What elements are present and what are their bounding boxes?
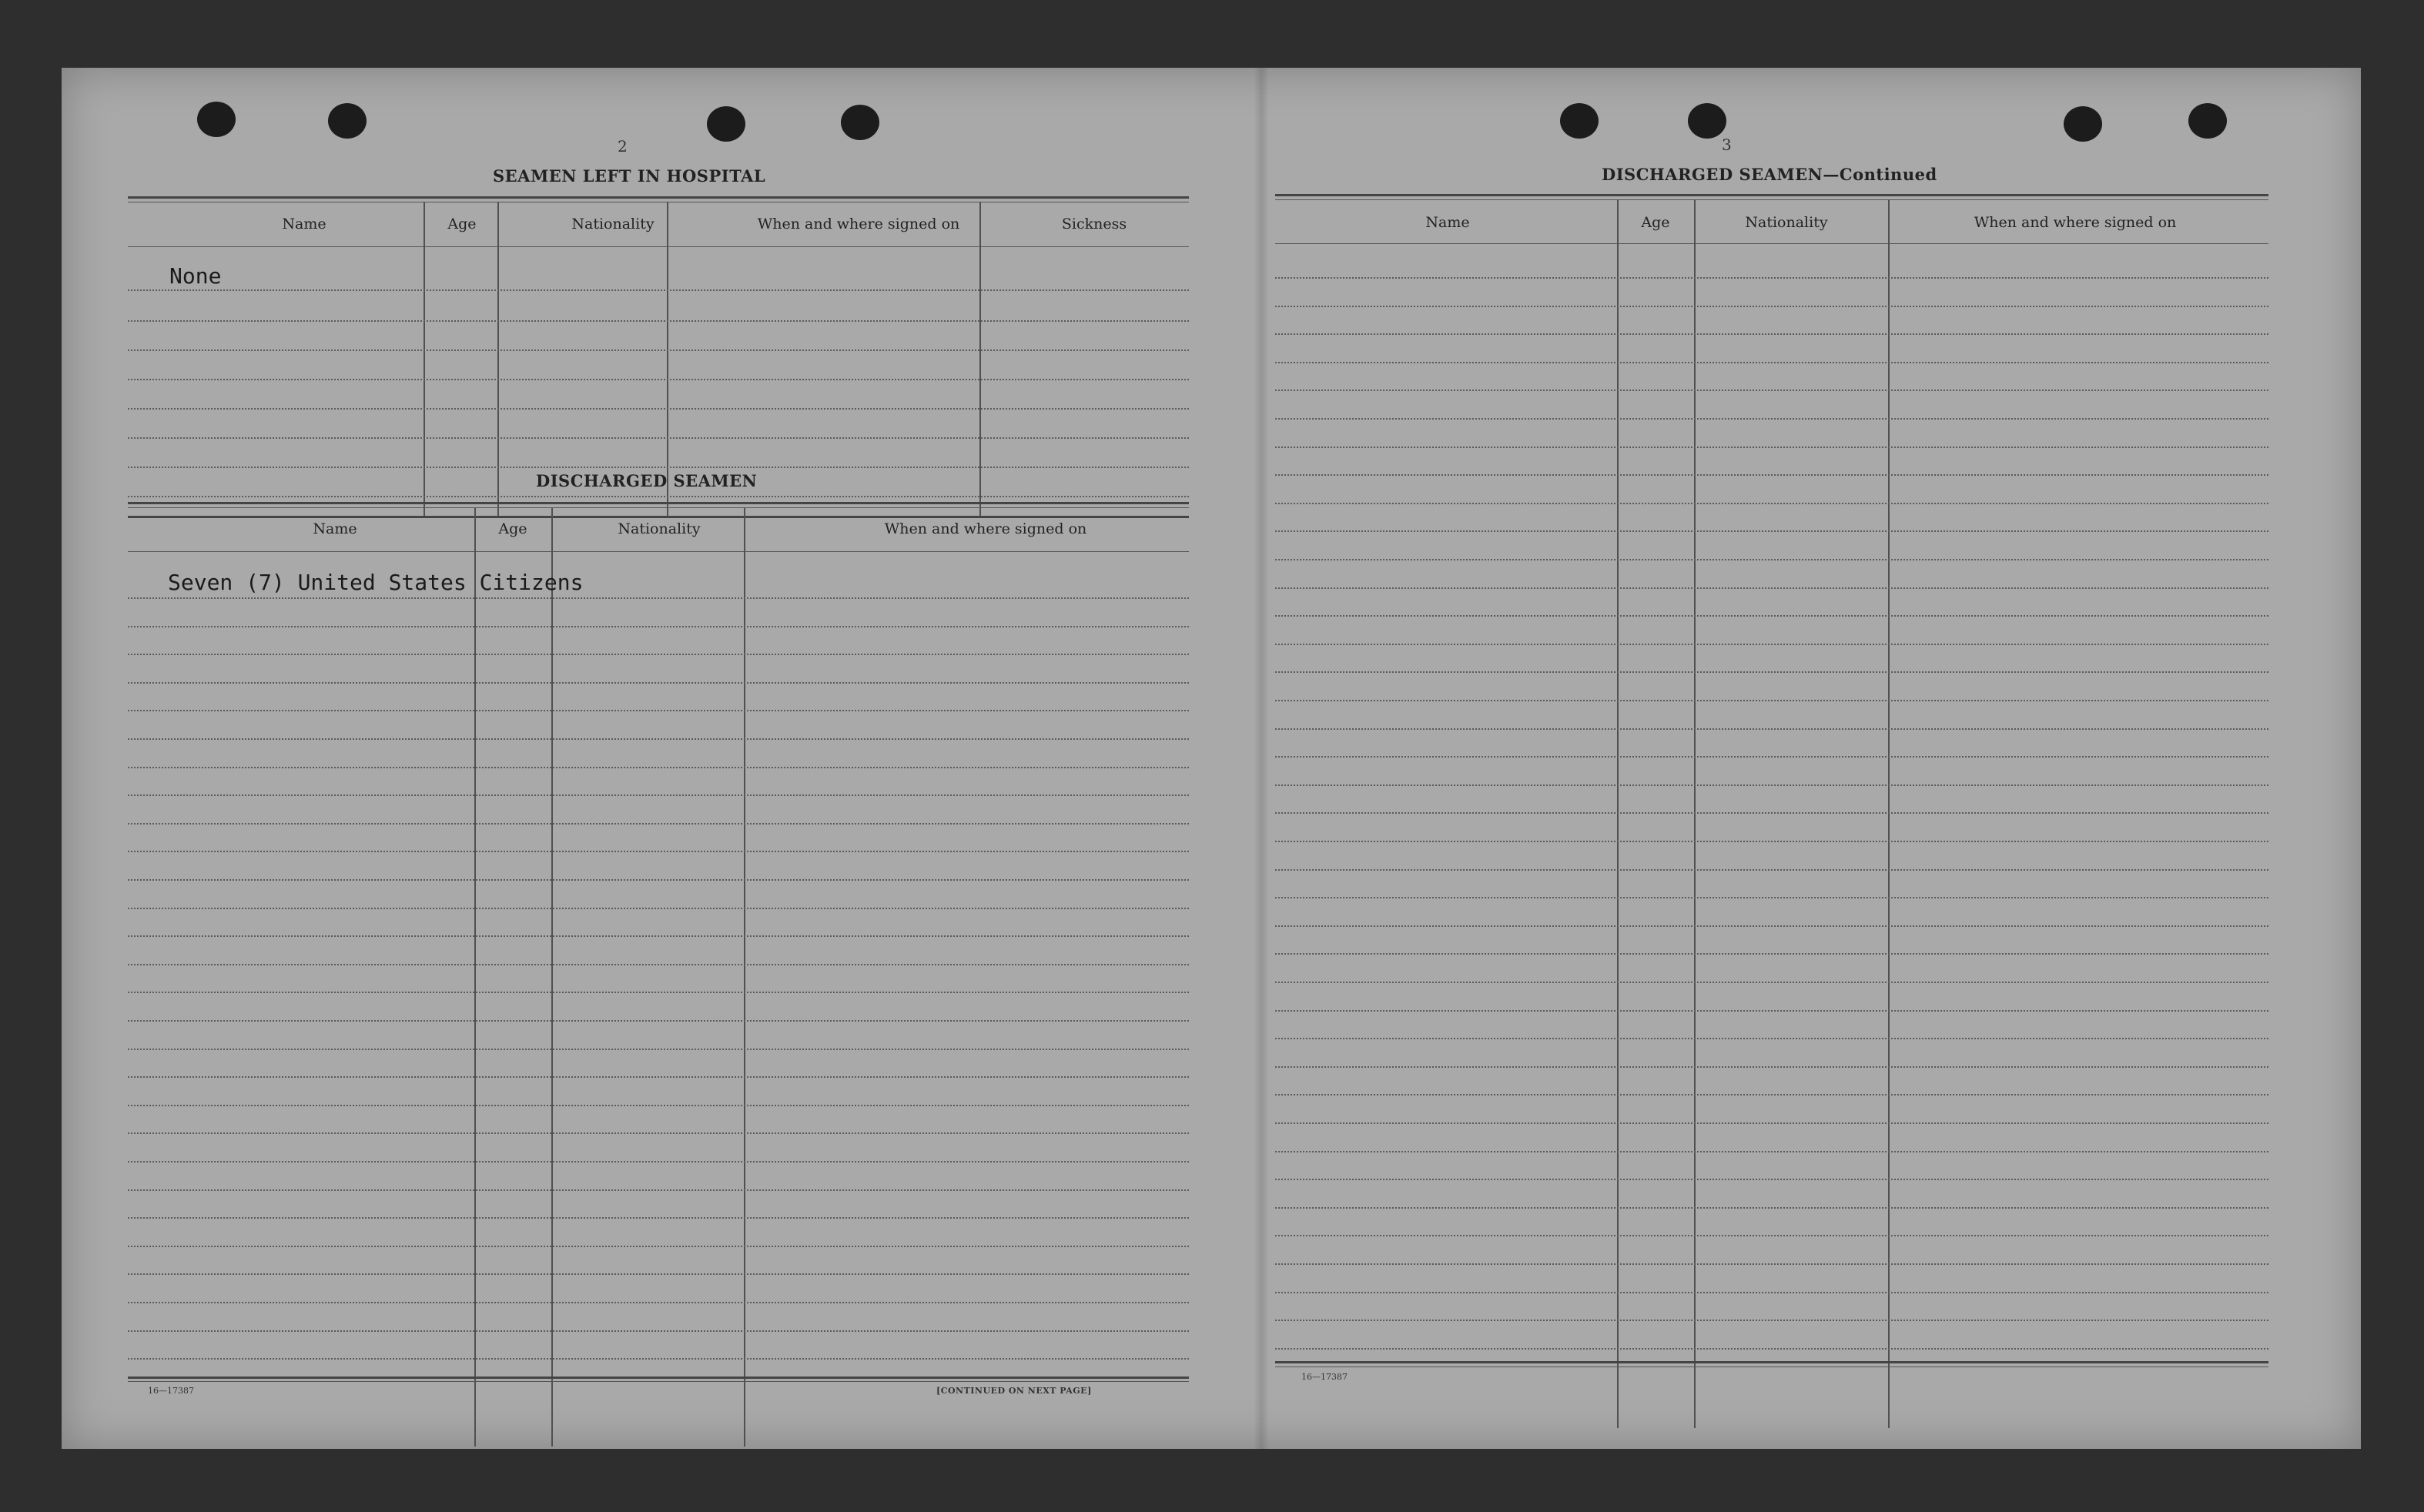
- col-divider: [474, 507, 476, 1447]
- col-divider: [551, 507, 553, 1447]
- row-line: [128, 823, 1189, 825]
- hospital-col-signed-on: When and where signed on: [757, 216, 960, 232]
- row-line: [1275, 559, 2268, 560]
- row-line: [128, 289, 1189, 291]
- discharged-entry: Seven (7) United States Citizens: [168, 570, 584, 595]
- row-line: [128, 1161, 1189, 1162]
- hospital-entry: None: [169, 263, 222, 289]
- discharged-continued-suffix: —Continued: [1823, 165, 1937, 184]
- hospital-col-nationality: Nationality: [571, 216, 655, 232]
- row-line: [1275, 841, 2268, 842]
- row-line: [1275, 418, 2268, 420]
- punch-hole: [1560, 103, 1599, 139]
- row-line: [1275, 982, 2268, 983]
- row-line: [1275, 897, 2268, 898]
- row-line: [128, 1330, 1189, 1332]
- row-line: [1275, 1038, 2268, 1039]
- row-line: [1275, 1235, 2268, 1236]
- row-line: [128, 738, 1189, 740]
- rule: [128, 507, 1189, 508]
- punch-hole: [707, 106, 745, 142]
- row-line: [1275, 1151, 2268, 1152]
- row-line: [128, 1246, 1189, 1247]
- rule: [128, 516, 1189, 518]
- col-divider: [744, 507, 745, 1447]
- discharged-col-nationality: Nationality: [618, 520, 701, 537]
- row-line: [128, 1273, 1189, 1275]
- row-line: [128, 908, 1189, 909]
- row-line: [128, 350, 1189, 351]
- row-line: [1275, 1122, 2268, 1124]
- hospital-section-title: SEAMEN LEFT IN HOSPITAL: [493, 166, 766, 186]
- row-line: [128, 1020, 1189, 1022]
- row-line: [1275, 390, 2268, 391]
- discharged-section-title: DISCHARGED SEAMEN: [536, 471, 758, 490]
- row-line: [1275, 306, 2268, 307]
- punch-hole: [2188, 103, 2227, 139]
- page-number-right: 3: [1722, 135, 1732, 154]
- row-line: [128, 1302, 1189, 1303]
- row-line: [128, 467, 1189, 468]
- row-line: [1275, 869, 2268, 871]
- right-col-age: Age: [1641, 214, 1670, 231]
- row-line: [1275, 587, 2268, 589]
- continued-note: [CONTINUED ON NEXT PAGE]: [936, 1386, 1092, 1396]
- row-line: [128, 1358, 1189, 1360]
- row-line: [128, 1132, 1189, 1134]
- row-line: [1275, 362, 2268, 363]
- row-line: [128, 626, 1189, 627]
- form-number-left: 16—17387: [148, 1386, 194, 1396]
- row-line: [128, 935, 1189, 937]
- row-line: [1275, 1010, 2268, 1012]
- row-line: [128, 597, 1189, 599]
- row-line: [1275, 1179, 2268, 1180]
- row-line: [128, 1076, 1189, 1078]
- rule: [1275, 243, 2268, 244]
- right-col-nationality: Nationality: [1745, 214, 1828, 231]
- row-line: [1275, 812, 2268, 814]
- row-line: [128, 992, 1189, 993]
- discharged-continued-main: DISCHARGED SEAMEN: [1602, 165, 1823, 184]
- row-line: [1275, 644, 2268, 645]
- rule: [128, 246, 1189, 247]
- rule: [128, 502, 1189, 504]
- row-line: [1275, 474, 2268, 476]
- row-line: [128, 437, 1189, 439]
- row-line: [128, 654, 1189, 655]
- hospital-col-age: Age: [447, 216, 477, 232]
- row-line: [1275, 953, 2268, 955]
- center-fold: [1254, 68, 1269, 1449]
- row-line: [1275, 1348, 2268, 1350]
- col-divider: [424, 202, 425, 516]
- row-line: [1275, 1207, 2268, 1209]
- punch-hole: [197, 102, 236, 137]
- punch-hole: [841, 105, 879, 140]
- rule: [1275, 199, 2268, 200]
- row-line: [1275, 615, 2268, 617]
- row-line: [128, 1049, 1189, 1050]
- discharged-col-age: Age: [498, 520, 527, 537]
- row-line: [1275, 784, 2268, 786]
- row-line: [1275, 1320, 2268, 1321]
- row-line: [1275, 700, 2268, 701]
- rule: [128, 1381, 1189, 1382]
- row-line: [1275, 756, 2268, 758]
- row-line: [1275, 1292, 2268, 1293]
- row-line: [1275, 447, 2268, 448]
- row-line: [128, 851, 1189, 852]
- punch-hole: [2064, 106, 2102, 142]
- row-line: [1275, 925, 2268, 927]
- row-line: [128, 496, 1189, 497]
- row-line: [128, 1217, 1189, 1219]
- row-line: [1275, 530, 2268, 532]
- hospital-col-name: Name: [282, 216, 326, 232]
- row-line: [128, 794, 1189, 796]
- row-line: [128, 408, 1189, 410]
- row-line: [128, 1189, 1189, 1191]
- right-col-name: Name: [1425, 214, 1470, 231]
- row-line: [128, 379, 1189, 380]
- row-line: [1275, 728, 2268, 730]
- row-line: [1275, 503, 2268, 504]
- rule: [1275, 194, 2268, 196]
- hospital-col-sickness: Sickness: [1061, 216, 1127, 232]
- row-line: [128, 1105, 1189, 1106]
- row-line: [1275, 671, 2268, 673]
- row-line: [128, 879, 1189, 881]
- punch-hole: [328, 103, 367, 139]
- page-number-left: 2: [618, 137, 628, 156]
- rule: [1275, 1366, 2268, 1367]
- row-line: [128, 964, 1189, 965]
- row-line: [128, 682, 1189, 684]
- rule: [128, 1377, 1189, 1379]
- discharged-col-name: Name: [313, 520, 357, 537]
- row-line: [128, 710, 1189, 711]
- punch-hole: [1688, 103, 1726, 139]
- row-line: [128, 320, 1189, 322]
- right-col-signed-on: When and where signed on: [1974, 214, 2177, 231]
- rule: [128, 551, 1189, 552]
- row-line: [1275, 333, 2268, 335]
- row-line: [1275, 1066, 2268, 1068]
- row-line: [1275, 277, 2268, 279]
- row-line: [1275, 1094, 2268, 1096]
- row-line: [128, 767, 1189, 768]
- discharged-col-signed-on: When and where signed on: [884, 520, 1087, 537]
- col-divider: [667, 202, 668, 516]
- rule: [1275, 1361, 2268, 1363]
- col-divider: [497, 202, 499, 516]
- row-line: [1275, 1263, 2268, 1265]
- rule: [128, 196, 1189, 199]
- document-sheet: [62, 68, 2361, 1449]
- form-number-right: 16—17387: [1301, 1372, 1348, 1382]
- discharged-continued-title: [1602, 165, 1937, 184]
- col-divider: [979, 202, 981, 516]
